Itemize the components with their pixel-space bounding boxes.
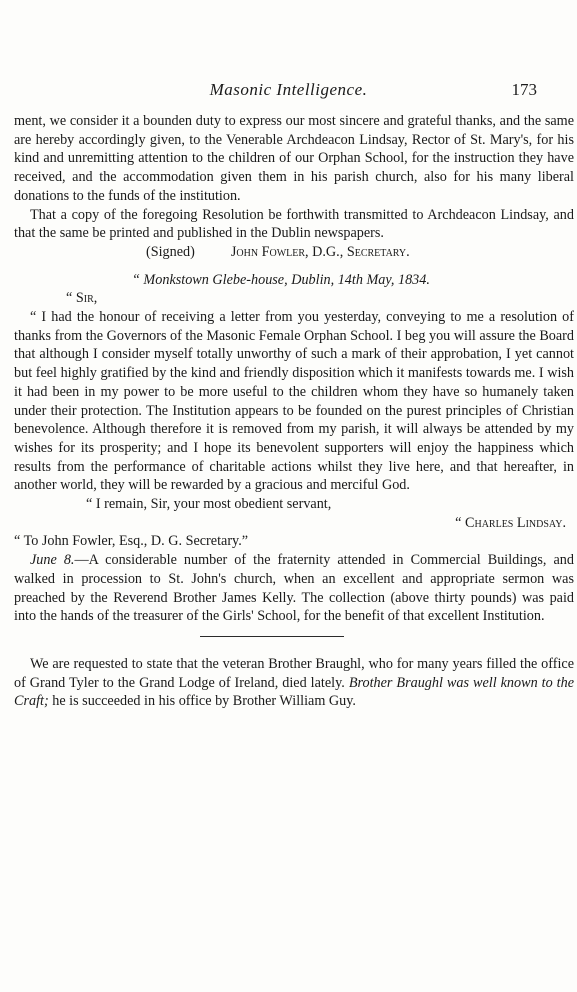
page-number: 173 [511,80,537,99]
page-header [0,80,577,104]
june-entry-date: June 8. [30,552,75,569]
signed-name: John Fowler, D.G., Secretary. [230,243,410,260]
june-entry [14,551,574,626]
notice-italic: Brother Braughl was well known to the Craft; [14,674,575,710]
letter-salutation: “ Sir, [66,290,98,307]
section-divider [200,636,344,637]
page-body [14,112,574,711]
transmission-paragraph: That a copy of the foregoing Resolution be forthwith transmitted to Archdeacon Lindsay, and that the same be printed and published in the Dublin newspapers. [14,206,574,242]
letter-closing: “ I remain, Sir, your most obedient servant, [86,496,332,513]
letter-signature: “ Charles Lindsay. [455,514,566,531]
running-title: Masonic Intelligence. [209,80,368,99]
resolution-paragraph: ment, we consider it a bounden duty to express our most sincere and grateful thanks, and the same are hereby accordingly given, to the Venerable Archdeacon Lindsay, Rector of St. Mary's, for his kind and unremitting attention to the children of our Orphan School, for the instruction they have received, and the accommodation given them in his parish church, also for his many liberal donations to the funds of the institution. [14,113,574,204]
signed-line [14,243,574,262]
signed-label: (Signed) [146,243,195,260]
letter-body: “ I had the honour of receiving a letter from you yesterday, conveying to me a resolution of thanks from the Governors of the Masonic Female Orphan School. I beg you will assure the Board that although I consider myself totally unworthy of such a mark of their approbation, I yet cannot but feel highly gratified by the kind and friendly disposition which it manifests towards me. I wish it had been in my power to be more useful to the children whom they have so humanely taken under their protection. The Institution appears to be founded on the purest principles of Christian benevolence. Although therefore it is removed from my parish, it will always be attended by my wishes for its prosperity; and I hope its benevolent supporters will enjoy the happiness which results from the performance of charitable actions whilst they live here, and that hereafter, in another world, they will be rewarded by a gracious and merciful God. [14,309,574,494]
june-entry-text: —A considerable number of the fraternity attended in Commercial Buildings, and walked in procession to St. John's church, when an excellent and appropriate sermon was preached by the Reverend Brother James Kelly. The collection (above thirty pounds) was paid into the hands of the treasurer of the Girls' School, for the benefit of that excellent Institution. [14,552,574,625]
letter-dateline: “ Monkstown Glebe-house, Dublin, 14th May, 1834. [132,271,430,288]
notice-paragraph: We are requested to state that the veteran Brother Braughl, who for many years filled the office of Grand Tyler to the Grand Lodge of Ireland, died lately. Brother Braughl was well known to the Craft; he is succeeded in his office by Brother William Guy. [14,655,575,710]
letter-addressee: “ To John Fowler, Esq., D. G. Secretary.” [14,533,249,550]
